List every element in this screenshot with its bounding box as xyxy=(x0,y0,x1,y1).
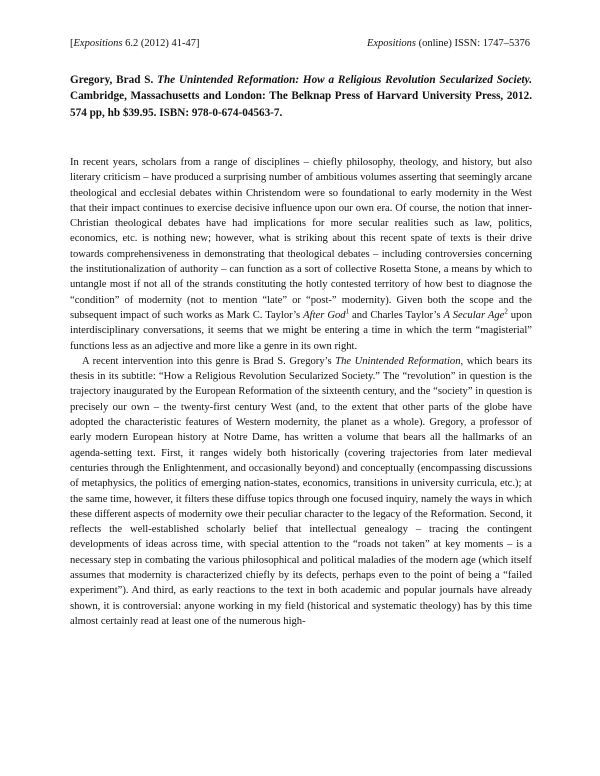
journal-issn-right: Expositions (online) ISSN: 1747–5376 xyxy=(366,38,530,49)
paragraph-2: A recent intervention into this genre is Brad S. Gregory’s The Unintended Reformation, which bears its thesis in its subtitle: “How a Religious Revolution Secularized Society.” The “revolution” in question is the trajectory inaugurated by the European Reformation of the sixteenth century, and the “society” in question is precisely our own – the twenty-first century West (and, to the extent that other parts of the globe have adopted the characteristic features of Western modernity, the planet as a whole). Gregory, a professor of early modern European history at Notre Dame, has written a volume that bears all the hallmarks of an agenda-setting text. First, it ranges widely both historically (covering trajectories from later medieval centuries through the Enlightenment, and occasionally beyond) and conceptually (encompassing discussions of metaphysics, the politics of emerging nation-states, economics, transitions in university curricula, etc.); at the same time, however, it filters these diffuse topics through one focused inquiry, namely the ways in which these different aspects of modernity owe their peculiar character to the legacy of the Reformation. Second, it reflects the well-established scholarly belief that intellectual genealogy – tracing the contingent developments of ideas across time, with special attention to the “roads not taken” at key moments – is a necessary step in combating the various philosophical and political maladies of the modern age (which itself assumes that modernity is characterized chiefly by its defects, perhaps even to the point of being a “failed experiment”). And third, as early reactions to the text in both academic and popular journals have already shown, it is controversial: anyone working in my field (historical and systematic theology) has by this time almost certainly read at least one of the numerous high- xyxy=(70,355,532,627)
book-reference-unintended-reformation: The Unintended Reformation xyxy=(335,355,461,367)
book-title: The Unintended Reformation: How a Religious Revolution Secularized Society. xyxy=(157,74,533,86)
book-citation xyxy=(70,72,532,121)
paragraph-1: In recent years, scholars from a range of disciplines – chiefly philosophy, theology, and history, but also literary criticism – have produced a surprising number of ambitious volumes asserting that seemingly arcane theological and ecclesial debates within Christendom were so foundational to early modernity in the West that their impact continues to exercise decisive influence upon our own era. Of course, the notion that inner-Christian theological debates have had implications for more secular realities such as law, politics, economics, etc. is nothing new; however, what is striking about this recent spate of texts is their drive towards comprehensiveness in demonstrating that theological debates – including controversies concerning the institutionalization of authority – can function as a sort of collective Rosetta Stone, a means by which to untangle most if not all of the strands constituting the hotly contested territory of how best to diagnose the “condition” of modernity (not to mention “late” or “post-” modernity). Given both the scope and the subsequent impact of such works as Mark C. Taylor’s After God$^1$ and Charles Taylor’s A Secular Age$^2$ upon interdisciplinary conversations, it seems that we might be entering a time in which the term “magisterial” functions less as an adjective and more like a genre in its own right. xyxy=(70,157,532,352)
book-reference-after-god: After God xyxy=(303,309,346,321)
book-reference-a-secular-age: A Secular Age xyxy=(443,309,505,321)
book-publication-details: Cambridge, Massachusetts and London: The Belknap Press of Harvard University Press, 2012. 574 pp, hb $39.95. ISBN: 978-0-674-04563-7. xyxy=(70,90,532,119)
journal-citation-left: [Expositions 6.2 (2012) 41-47] xyxy=(70,38,200,49)
footnote-marker-2: 2 xyxy=(504,307,508,316)
review-body xyxy=(70,155,532,629)
book-author: Gregory, Brad S. xyxy=(70,74,158,86)
footnote-marker-1: 1 xyxy=(345,307,350,316)
